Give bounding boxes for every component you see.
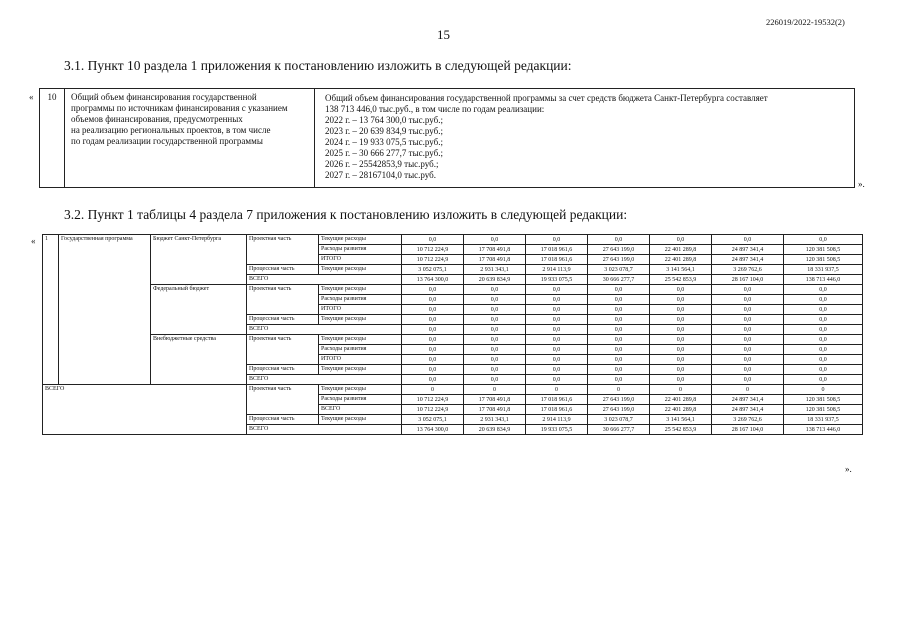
value-line: 2025 г. – 30 666 277,7 тыс.руб.; [325,148,443,158]
row-value [315,89,855,187]
value-cell: 0,0 [588,325,650,335]
value-cell: 27 643 199,0 [588,245,650,255]
value-cell: 3 141 564,1 [650,415,712,425]
value-cell: 0,0 [588,235,650,245]
value-cell: 19 933 075,5 [526,275,588,285]
value-line: 2023 г. – 20 639 834,9 тыс.руб.; [325,126,443,136]
value-cell: 0,0 [650,345,712,355]
value-cell: 10 712 224,9 [402,255,464,265]
value-cell: 0,0 [784,295,863,305]
value-cell: 0,0 [650,355,712,365]
row-label [65,89,315,187]
value-cell: 27 643 199,0 [588,405,650,415]
part-cell: Проектная часть [247,335,319,365]
value-cell: 0 [402,385,464,395]
value-cell: 3 023 078,7 [588,415,650,425]
value-cell: 0,0 [526,285,588,295]
value-cell: 0,0 [588,305,650,315]
value-cell: 0,0 [712,335,784,345]
expense-type-cell: Текущие расходы [319,265,402,275]
value-cell: 3 141 564,1 [650,265,712,275]
value-cell: 17 018 961,6 [526,395,588,405]
total-label-cell: ВСЕГО [247,375,402,385]
value-cell: 20 639 834,9 [464,425,526,435]
value-cell: 0,0 [526,345,588,355]
expense-type-cell: Расходы развития [319,345,402,355]
value-cell: 0,0 [650,285,712,295]
value-cell: 17 018 961,6 [526,245,588,255]
value-cell: 0,0 [784,355,863,365]
value-cell: 17 018 961,6 [526,255,588,265]
value-cell: 0,0 [712,365,784,375]
value-cell: 0,0 [402,375,464,385]
value-cell: 0,0 [464,315,526,325]
document-reference: 226019/2022-19532(2) [766,17,845,27]
value-cell: 17 708 491,8 [464,405,526,415]
value-cell: 0 [784,385,863,395]
program-funding-table [39,88,855,188]
value-cell: 0,0 [588,285,650,295]
expense-type-cell: Расходы развития [319,395,402,405]
value-cell: 17 708 491,8 [464,245,526,255]
part-cell: Процессная часть [247,365,319,375]
value-cell: 2 931 343,1 [464,415,526,425]
value-cell: 30 666 277,7 [588,425,650,435]
value-cell: 0,0 [650,375,712,385]
part-cell: Проектная часть [247,235,319,265]
value-cell: 0,0 [650,305,712,315]
value-cell: 10 712 224,9 [402,395,464,405]
value-cell: 18 331 937,5 [784,415,863,425]
value-cell: 0,0 [464,365,526,375]
expense-type-cell: Текущие расходы [319,365,402,375]
section-heading-3-2: 3.2. Пункт 1 таблицы 4 раздела 7 приложения к постановлению изложить в следующей редакции: [64,207,628,222]
value-cell: 24 897 341,4 [712,395,784,405]
value-cell: 0,0 [588,315,650,325]
value-cell: 0,0 [712,295,784,305]
value-line: Общий объем финансирования государственной программы за счет средств бюджета Санкт-Петербурга составляет [325,93,768,103]
expense-type-cell: Текущие расходы [319,315,402,325]
value-cell: 24 897 341,4 [712,245,784,255]
row-number-cell: 1 [43,235,59,385]
value-cell: 0,0 [464,295,526,305]
value-cell: 0,0 [464,335,526,345]
value-cell: 0,0 [588,345,650,355]
total-label-cell: ВСЕГО [247,275,402,285]
value-line: 138 713 446,0 тыс.руб., в том числе по годам реализации: [325,104,545,114]
value-cell: 0,0 [784,345,863,355]
value-cell: 3 269 762,6 [712,415,784,425]
value-cell: 22 401 289,8 [650,255,712,265]
expense-type-cell: ИТОГО [319,355,402,365]
value-cell: 0,0 [464,235,526,245]
label-line: по годам реализации государственной программы [71,136,263,146]
value-cell: 0,0 [526,325,588,335]
value-cell: 3 023 078,7 [588,265,650,275]
source-cell: Бюджет Санкт-Петербурга [151,235,247,285]
value-cell: 28 167 104,0 [712,425,784,435]
label-line: программы по источникам финансирования с указанием [71,103,288,113]
value-cell: 10 712 224,9 [402,405,464,415]
value-cell: 0,0 [402,295,464,305]
value-cell: 17 708 491,8 [464,255,526,265]
value-cell: 0,0 [464,345,526,355]
value-cell: 0,0 [402,325,464,335]
value-cell: 3 052 075,1 [402,415,464,425]
value-line: 2022 г. – 13 764 300,0 тыс.руб.; [325,115,443,125]
expense-type-cell: Расходы развития [319,295,402,305]
value-cell: 0,0 [402,285,464,295]
open-quote: « [29,92,34,102]
value-cell: 0,0 [526,315,588,325]
value-cell: 13 764 300,0 [402,425,464,435]
value-cell: 0,0 [650,295,712,305]
value-cell: 2 914 113,9 [526,265,588,275]
table-row [43,235,863,245]
value-cell: 0 [464,385,526,395]
value-cell: 0,0 [402,345,464,355]
value-cell: 0,0 [464,285,526,295]
expense-type-cell: ВСЕГО [319,405,402,415]
table-row [43,285,863,295]
value-cell: 0,0 [588,365,650,375]
value-cell: 27 643 199,0 [588,255,650,265]
expense-type-cell: Текущие расходы [319,285,402,295]
value-cell: 3 269 762,6 [712,265,784,275]
value-cell: 0,0 [526,305,588,315]
value-cell: 0,0 [784,305,863,315]
value-cell: 0,0 [588,375,650,385]
grand-total-label-cell: ВСЕГО [43,385,247,435]
value-cell: 0,0 [712,305,784,315]
value-cell: 0,0 [526,235,588,245]
value-cell: 0 [526,385,588,395]
value-cell: 0,0 [402,355,464,365]
label-line: на реализацию региональных проектов, в том числе [71,125,271,135]
value-cell: 18 331 937,5 [784,265,863,275]
value-cell: 0,0 [650,315,712,325]
value-cell: 120 381 508,5 [784,255,863,265]
value-cell: 0,0 [650,365,712,375]
value-cell: 0,0 [402,335,464,345]
part-cell: Проектная часть [247,385,319,415]
value-cell: 0 [650,385,712,395]
value-cell: 0,0 [784,315,863,325]
value-cell: 22 401 289,8 [650,245,712,255]
expense-type-cell: Текущие расходы [319,235,402,245]
value-cell: 24 897 341,4 [712,255,784,265]
expense-type-cell: Текущие расходы [319,335,402,345]
funding-breakdown-table [42,234,863,435]
value-cell: 2 931 343,1 [464,265,526,275]
part-cell: Процессная часть [247,265,319,275]
part-cell: Процессная часть [247,415,319,425]
close-quote: ». [845,464,852,474]
value-cell: 0,0 [650,235,712,245]
value-cell: 0,0 [402,365,464,375]
value-cell: 28 167 104,0 [712,275,784,285]
label-line: объемов финансирования, предусмотренных [71,114,243,124]
value-cell: 0,0 [464,325,526,335]
total-label-cell: ВСЕГО [247,325,402,335]
funding-table-body [43,235,863,435]
value-cell: 0,0 [712,355,784,365]
value-cell: 10 712 224,9 [402,245,464,255]
expense-type-cell: Текущие расходы [319,415,402,425]
expense-type-cell: Расходы развития [319,245,402,255]
part-cell: Процессная часть [247,315,319,325]
section-heading-3-1: 3.1. Пункт 10 раздела 1 приложения к постановлению изложить в следующей редакции: [64,58,572,73]
value-cell: 0,0 [402,305,464,315]
close-quote: ». [858,179,865,189]
value-line: 2026 г. – 25542853,9 тыс.руб.; [325,159,439,169]
program-cell: Государственная программа [59,235,151,385]
expense-type-cell: ИТОГО [319,305,402,315]
value-cell: 0,0 [526,365,588,375]
value-cell: 25 542 853,9 [650,425,712,435]
value-cell: 25 542 853,9 [650,275,712,285]
value-cell: 0,0 [784,375,863,385]
value-cell: 0,0 [784,365,863,375]
value-cell: 0,0 [712,315,784,325]
value-cell: 0,0 [526,335,588,345]
value-cell: 0,0 [526,375,588,385]
value-cell: 0,0 [650,325,712,335]
value-cell: 0,0 [526,295,588,305]
value-cell: 138 713 446,0 [784,425,863,435]
table-row [43,335,863,345]
value-cell: 22 401 289,8 [650,395,712,405]
value-cell: 24 897 341,4 [712,405,784,415]
value-cell: 2 914 113,9 [526,415,588,425]
value-cell: 120 381 508,5 [784,245,863,255]
value-cell: 0,0 [526,355,588,365]
value-cell: 30 666 277,7 [588,275,650,285]
value-cell: 27 643 199,0 [588,395,650,405]
value-cell: 0,0 [588,355,650,365]
value-cell: 0,0 [464,355,526,365]
value-cell: 0,0 [784,285,863,295]
value-cell: 0,0 [464,375,526,385]
table-row [43,385,863,395]
value-cell: 0,0 [712,345,784,355]
value-cell: 0,0 [712,375,784,385]
value-cell: 0 [712,385,784,395]
source-cell: Федеральный бюджет [151,285,247,335]
value-cell: 0 [588,385,650,395]
part-cell: Проектная часть [247,285,319,315]
page-number: 15 [437,27,450,42]
value-cell: 120 381 508,5 [784,405,863,415]
value-cell: 0,0 [712,235,784,245]
value-cell: 138 713 446,0 [784,275,863,285]
value-cell: 22 401 289,8 [650,405,712,415]
value-cell: 0,0 [784,235,863,245]
source-cell: Внебюджетные средства [151,335,247,385]
row-number: 10 [40,89,65,187]
value-cell: 0,0 [464,305,526,315]
value-cell: 17 018 961,6 [526,405,588,415]
value-cell: 13 764 300,0 [402,275,464,285]
open-quote: « [31,236,36,246]
value-line: 2027 г. – 28167104,0 тыс.руб. [325,170,436,180]
value-cell: 17 708 491,8 [464,395,526,405]
value-cell: 0,0 [784,325,863,335]
value-cell: 120 381 508,5 [784,395,863,405]
value-cell: 0,0 [402,235,464,245]
value-cell: 20 639 834,9 [464,275,526,285]
value-cell: 0,0 [588,295,650,305]
value-cell: 0,0 [712,325,784,335]
value-cell: 0,0 [402,315,464,325]
value-cell: 0,0 [712,285,784,295]
expense-type-cell: Текущие расходы [319,385,402,395]
value-cell: 0,0 [650,335,712,345]
label-line: Общий объем финансирования государственной [71,92,257,102]
value-cell: 0,0 [588,335,650,345]
value-line: 2024 г. – 19 933 075,5 тыс.руб.; [325,137,443,147]
value-cell: 3 052 075,1 [402,265,464,275]
value-cell: 0,0 [784,335,863,345]
total-label-cell: ВСЕГО [247,425,402,435]
value-cell: 19 933 075,5 [526,425,588,435]
expense-type-cell: ИТОГО [319,255,402,265]
